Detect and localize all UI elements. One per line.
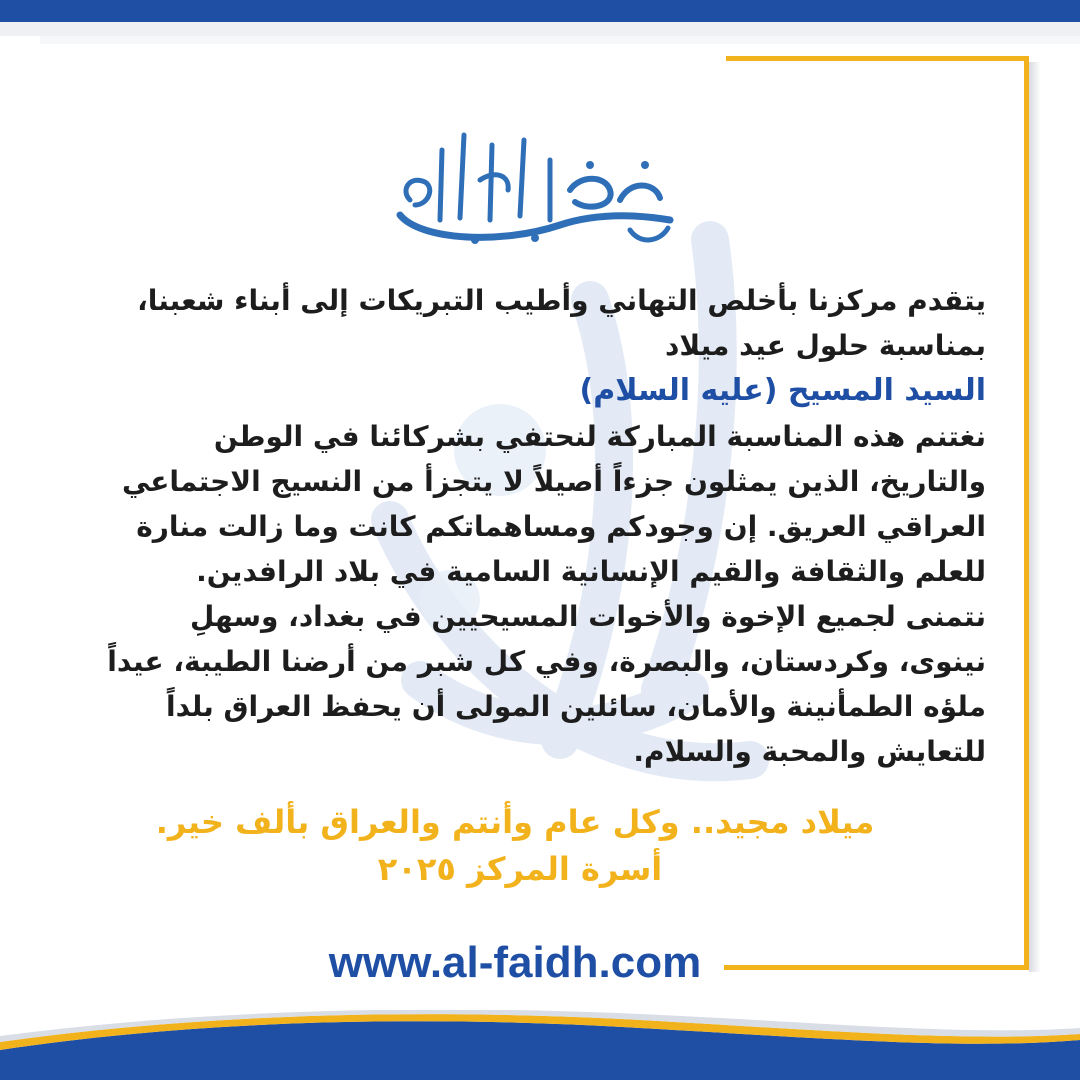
intro-line-2: بمناسبة حلول عيد ميلاد [664,329,986,362]
message-title: السيد المسيح (عليه السلام) [579,373,986,408]
frame-shadow [1029,62,1041,972]
para-line-6: نينوى، وكردستان، والبصرة، وفي كل شبر من أرضنا الطيبة، عيداً [107,645,986,678]
frame-right-border [1024,56,1029,968]
top-gray-band [0,22,1080,36]
para-line-3: العراقي العريق. إن وجودكم ومساهماتكم كانت وما زالت منارة [136,510,986,543]
calligraphy-logo [380,120,680,260]
message-body [46,278,986,774]
closing-wish: ميلاد مجيد.. وكل عام وأنتم والعراق بألف خير. [155,803,875,841]
para-line-7: ملؤه الطمأنينة والأمان، سائلين المولى أن يحفظ العراق بلداً [166,690,986,723]
para-line-1: نغتنم هذه المناسبة المباركة لنحتفي بشركائنا في الوطن [213,420,986,453]
top-light-band [40,36,1080,44]
para-line-4: للعلم والثقافة والقيم الإنسانية السامية في بلاد الرافدين. [196,555,986,588]
frame-top-border [726,56,1026,61]
closing-signature: أسرة المركز ٢٠٢٥ [377,850,663,888]
top-blue-band [0,0,1080,22]
frame-bottom-border [724,965,1029,970]
bottom-wave-decoration [0,1010,1080,1080]
para-line-8: للتعايش والمحبة والسلام. [633,735,986,768]
para-line-2: والتاريخ، الذين يمثلون جزءاً أصيلاً لا يتجزأ من النسيج الاجتماعي [121,465,986,498]
intro-line-1: يتقدم مركزنا بأخلص التهاني وأطيب التبريكات إلى أبناء شعبنا، [137,284,986,317]
website-link[interactable]: www.al-faidh.com [328,938,702,987]
para-line-5: نتمنى لجميع الإخوة والأخوات المسيحيين في بغداد، وسهلِ [190,600,986,633]
